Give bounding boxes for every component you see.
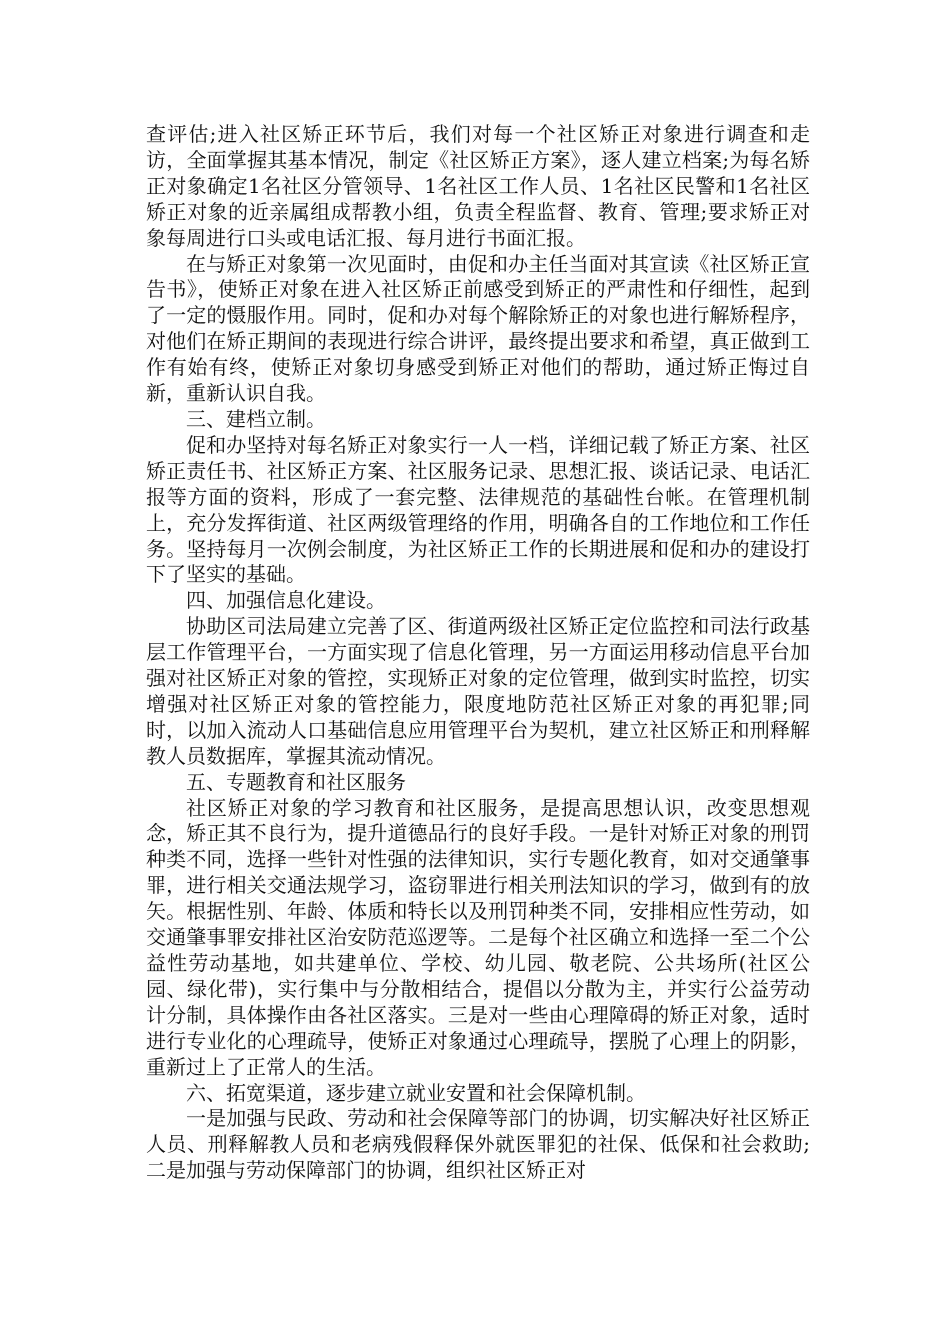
document-page (146, 122, 810, 1184)
paragraph: 社区矫正对象的学习教育和社区服务，是提高思想认识，改变思想观念，矫正其不良行为，提升道德品行的良好手段。一是针对矫正对象的刑罚种类不同，选择一些针对性强的法律知识，实行专题化教育，如对交通肇事罪，进行相关交通法规学习，盗窃罪进行相关刑法知识的学习，做到有的放矢。根据性别、年龄、体质和特长以及刑罚种类不同，安排相应性劳动，如交通肇事罪安排社区治安防范巡逻等。二是每个社区确立和选择一至二个公益性劳动基地，如共建单位、学校、幼儿园、敬老院、公共场所(社区公园、绿化带)，实行集中与分散相结合，提倡以分散为主，并实行公益劳动计分制，具体操作由各社区落实。三是对一些由心理障碍的矫正对象，适时进行专业化的心理疏导，使矫正对象通过心理疏导，摆脱了心理上的阴影，重新过上了正常人的生活。 (146, 795, 810, 1079)
paragraph: 在与矫正对象第一次见面时，由促和办主任当面对其宣读《社区矫正宣告书》，使矫正对象在进入社区矫正前感受到矫正的严肃性和仔细性，起到了一定的慑服作用。同时，促和办对每个解除矫正的对象也进行解矫程序，对他们在矫正期间的表现进行综合讲评，最终提出要求和希望，真正做到工作有始有终，使矫正对象切身感受到矫正对他们的帮助，通过矫正悔过自新，重新认识自我。 (146, 251, 810, 406)
paragraph: 协助区司法局建立完善了区、街道两级社区矫正定位监控和司法行政基层工作管理平台，一方面实现了信息化管理，另一方面运用移动信息平台加强对社区矫正对象的管控，实现矫正对象的定位管理，做到实时监控，切实增强对社区矫正对象的管控能力，限度地防范社区矫正对象的再犯罪;同时，以加入流动人口基础信息应用管理平台为契机，建立社区矫正和刑释解教人员数据库，掌握其流动情况。 (146, 614, 810, 768)
section-heading: 四、加强信息化建设。 (186, 588, 386, 613)
section-heading: 五、专题教育和社区服务 (186, 769, 406, 794)
section-heading: 三、建档立制。 (186, 406, 326, 431)
paragraph: 查评估;进入社区矫正环节后，我们对每一个社区矫正对象进行调查和走访，全面掌握其基本情况，制定《社区矫正方案》，逐人建立档案;为每名矫正对象确定1名社区分管领导、1名社区工作人员、1名社区民警和1名社区矫正对象的近亲属组成帮教小组，负责全程监督、教育、管理;要求矫正对象每周进行口头或电话汇报、每月进行书面汇报。 (146, 122, 810, 250)
paragraph: 促和办坚持对每名矫正对象实行一人一档，详细记载了矫正方案、社区矫正责任书、社区矫正方案、社区服务记录、思想汇报、谈话记录、电话汇报等方面的资料，形成了一套完整、法律规范的基础性台帐。在管理机制上，充分发挥街道、社区两级管理络的作用，明确各自的工作地位和工作任务。坚持每月一次例会制度，为社区矫正工作的长期进展和促和办的建设打下了坚实的基础。 (146, 432, 810, 587)
section-heading: 六、拓宽渠道，逐步建立就业安置和社会保障机制。 (186, 1080, 646, 1105)
paragraph: 一是加强与民政、劳动和社会保障等部门的协调，切实解决好社区矫正人员、刑释解教人员和老病残假释保外就医罪犯的社保、低保和社会救助;二是加强与劳动保障部门的协调，组织社区矫正对 (146, 1106, 810, 1183)
